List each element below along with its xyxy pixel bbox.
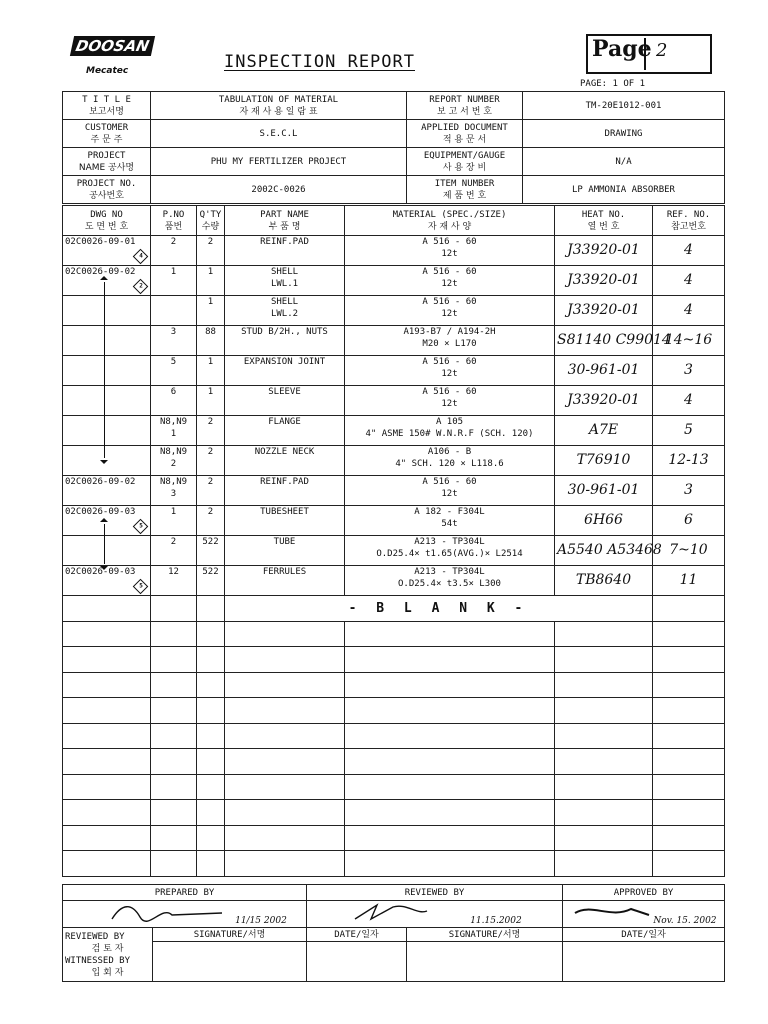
ref-cell: 4	[653, 236, 725, 266]
title-label: T I T L E 보고서명	[63, 92, 151, 120]
col-heat: HEAT NO. 열 번 호	[555, 206, 653, 236]
material-cell: A 516 - 60 12t	[345, 236, 555, 266]
revision-mark-icon: 2	[133, 279, 149, 295]
reviewed-date-handwritten: 11.15.2002	[470, 916, 522, 926]
material-cell: A 516 - 60 12t	[345, 296, 555, 326]
part-cell: STUD B/2H., NUTS	[225, 326, 345, 356]
table-row	[63, 356, 725, 386]
logo-subtitle: Mecatec	[86, 66, 129, 76]
logo-brand: DOOSAN	[70, 36, 155, 56]
ref-cell: 4	[653, 386, 725, 416]
page-count: PAGE: 1 OF 1	[580, 79, 646, 89]
part-cell: TUBE	[225, 536, 345, 566]
col-qty: Q'TY 수량	[197, 206, 225, 236]
dwg-cell: 02C0026-09-03 5	[63, 566, 151, 596]
item-number-value: LP AMMONIA ABSORBER	[523, 176, 725, 204]
qty-cell: 1	[197, 356, 225, 386]
empty-row	[63, 672, 725, 698]
report-number-value: TM-20E1012-001	[523, 92, 725, 120]
col-pno: P.NO 품번	[151, 206, 197, 236]
dwg-cell	[63, 536, 151, 566]
date-cell-1[interactable]	[307, 942, 407, 982]
heat-cell: 30-961-01	[555, 476, 653, 506]
table-row	[63, 566, 725, 596]
dwg-cell: 02C0026-09-02	[63, 476, 151, 506]
revision-mark-icon: 5	[133, 579, 149, 595]
pno-cell: 2	[151, 536, 197, 566]
empty-row	[63, 723, 725, 749]
pno-cell: N8,N9 2	[151, 446, 197, 476]
heat-cell: A5540 A53468	[555, 536, 653, 566]
part-cell: FERRULES	[225, 566, 345, 596]
date-cell-2[interactable]	[563, 942, 725, 982]
applied-document-value: DRAWING	[523, 120, 725, 148]
table-row	[63, 476, 725, 506]
col-part: PART NAME 부 품 명	[225, 206, 345, 236]
material-cell: A 516 - 60 12t	[345, 386, 555, 416]
blank-marker: - B L A N K -	[225, 596, 653, 622]
qty-cell: 88	[197, 326, 225, 356]
project-label: PROJECT NAME 공사명	[63, 148, 151, 176]
table-row	[63, 506, 725, 536]
table-header-row	[63, 206, 725, 236]
col-material: MATERIAL (SPEC./SIZE) 자 재 사 양	[345, 206, 555, 236]
title-value: TABULATION OF MATERIAL 자 재 사 용 일 람 표	[151, 92, 407, 120]
customer-value: S.E.C.L	[151, 120, 407, 148]
pno-cell	[151, 296, 197, 326]
qty-cell: 2	[197, 236, 225, 266]
report-number-label: REPORT NUMBER 보 고 서 번 호	[407, 92, 523, 120]
material-cell: A 182 - F304L 54t	[345, 506, 555, 536]
empty-row	[63, 825, 725, 851]
heat-cell: S81140 C99014	[555, 326, 653, 356]
dwg-cell	[63, 356, 151, 386]
table-row	[63, 326, 725, 356]
material-cell: A213 - TP304L O.D25.4× t3.5× L300	[345, 566, 555, 596]
equipment-value: N/A	[523, 148, 725, 176]
prepared-by-label: PREPARED BY	[63, 885, 307, 901]
heat-cell: TB8640	[555, 566, 653, 596]
pno-cell: 12	[151, 566, 197, 596]
dwg-cell	[63, 296, 151, 326]
pno-cell: N8,N9 1	[151, 416, 197, 446]
date-label-1: DATE/일자	[307, 928, 407, 942]
qty-cell: 1	[197, 266, 225, 296]
prepared-signature	[63, 901, 307, 928]
dwg-cell: 02C0026-09-01 4	[63, 236, 151, 266]
applied-document-label: APPLIED DOCUMENT 적 용 문 서	[407, 120, 523, 148]
pno-cell: 3	[151, 326, 197, 356]
reviewer-witness-labels: REVIEWED BY 검 토 자 WITNESSED BY 입 회 자	[63, 928, 153, 982]
ref-cell: 3	[653, 356, 725, 386]
reviewed-signature-mark	[347, 901, 467, 923]
empty-row	[63, 698, 725, 724]
item-number-label: ITEM NUMBER 제 품 번 호	[407, 176, 523, 204]
signature-label-1: SIGNATURE/서명	[153, 928, 307, 942]
prepared-date-handwritten: 11/15 2002	[235, 916, 287, 926]
empty-row	[63, 800, 725, 826]
material-cell: A 516 - 60 12t	[345, 356, 555, 386]
project-number-value: 2002C-0026	[151, 176, 407, 204]
revision-mark-icon: 5	[133, 519, 149, 535]
pno-cell: 5	[151, 356, 197, 386]
material-cell: A 516 - 60 12t	[345, 266, 555, 296]
qty-cell: 2	[197, 476, 225, 506]
part-cell: EXPANSION JOINT	[225, 356, 345, 386]
ref-cell: 4	[653, 266, 725, 296]
customer-label: CUSTOMER 주 문 주	[63, 120, 151, 148]
table-row	[63, 236, 725, 266]
part-cell: SHELL LWL.2	[225, 296, 345, 326]
report-title: INSPECTION REPORT	[224, 52, 415, 72]
heat-cell: 6H66	[555, 506, 653, 536]
qty-cell: 522	[197, 566, 225, 596]
pno-cell: 6	[151, 386, 197, 416]
table-row	[63, 416, 725, 446]
qty-cell: 2	[197, 416, 225, 446]
part-cell: FLANGE	[225, 416, 345, 446]
signature-label-2: SIGNATURE/서명	[407, 928, 563, 942]
approved-by-label: APPROVED BY	[563, 885, 725, 901]
page-stamp-box	[586, 34, 712, 74]
material-cell: A 105 4" ASME 150# W.N.R.F (SCH. 120)	[345, 416, 555, 446]
signature-cell-2[interactable]	[407, 942, 563, 982]
empty-row	[63, 749, 725, 775]
col-ref: REF. NO. 참고번호	[653, 206, 725, 236]
signature-cell-1[interactable]	[153, 942, 307, 982]
material-cell: A193-B7 / A194-2H M20 × L170	[345, 326, 555, 356]
ref-cell: 6	[653, 506, 725, 536]
heat-cell: J33920-01	[555, 236, 653, 266]
blank-row	[63, 596, 725, 622]
heat-cell: J33920-01	[555, 296, 653, 326]
ref-cell: 14~16	[653, 326, 725, 356]
part-cell: TUBESHEET	[225, 506, 345, 536]
heat-cell: T76910	[555, 446, 653, 476]
pno-cell: N8,N9 3	[151, 476, 197, 506]
qty-cell: 1	[197, 386, 225, 416]
part-cell: SLEEVE	[225, 386, 345, 416]
ref-cell: 5	[653, 416, 725, 446]
continuation-arrow	[104, 282, 105, 458]
project-number-label: PROJECT NO. 공사번호	[63, 176, 151, 204]
empty-row	[63, 774, 725, 800]
table-row	[63, 266, 725, 296]
reviewed-by-label: REVIEWED BY	[307, 885, 563, 901]
empty-row	[63, 647, 725, 673]
part-cell: REINF.PAD	[225, 236, 345, 266]
material-cell: A106 - B 4" SCH. 120 × L118.6	[345, 446, 555, 476]
part-cell: REINF.PAD	[225, 476, 345, 506]
heat-cell: 30-961-01	[555, 356, 653, 386]
material-cell: A213 - TP304L O.D25.4× t1.65(AVG.)× L2514	[345, 536, 555, 566]
heat-cell: J33920-01	[555, 266, 653, 296]
ref-cell: 12-13	[653, 446, 725, 476]
pno-cell: 2	[151, 236, 197, 266]
qty-cell: 2	[197, 506, 225, 536]
dwg-cell	[63, 386, 151, 416]
heat-cell: A7E	[555, 416, 653, 446]
page-stamp-label: Page	[592, 36, 652, 62]
part-cell: NOZZLE NECK	[225, 446, 345, 476]
page-stamp-number: 2	[656, 40, 668, 61]
dwg-cell	[63, 326, 151, 356]
pno-cell: 1	[151, 506, 197, 536]
part-cell: SHELL LWL.1	[225, 266, 345, 296]
signature-table	[62, 884, 725, 982]
ref-cell: 3	[653, 476, 725, 506]
qty-cell: 2	[197, 446, 225, 476]
material-cell: A 516 - 60 12t	[345, 476, 555, 506]
approved-signature-mark	[571, 901, 651, 923]
material-table	[62, 205, 725, 877]
pno-cell: 1	[151, 266, 197, 296]
dwg-cell: 02C0026-09-03 5	[63, 506, 151, 536]
dwg-cell	[63, 416, 151, 446]
reviewed-signature	[307, 901, 563, 928]
heat-cell: J33920-01	[555, 386, 653, 416]
dwg-cell: 02C0026-09-02 2	[63, 266, 151, 296]
approved-date-handwritten: Nov. 15. 2002	[653, 916, 717, 926]
ref-cell: 4	[653, 296, 725, 326]
report-header-table	[62, 91, 725, 204]
prepared-signature-mark	[82, 901, 232, 923]
col-dwg: DWG NO 도 면 번 호	[63, 206, 151, 236]
table-row	[63, 446, 725, 476]
empty-row	[63, 851, 725, 877]
project-value: PHU MY FERTILIZER PROJECT	[151, 148, 407, 176]
ref-cell: 7~10	[653, 536, 725, 566]
table-row	[63, 296, 725, 326]
ref-cell: 11	[653, 566, 725, 596]
equipment-label: EQUIPMENT/GAUGE 사 용 장 비	[407, 148, 523, 176]
empty-row	[63, 621, 725, 647]
qty-cell: 522	[197, 536, 225, 566]
table-row	[63, 386, 725, 416]
date-label-2: DATE/일자	[563, 928, 725, 942]
approved-signature	[563, 901, 725, 928]
revision-mark-icon: 4	[133, 249, 149, 265]
continuation-arrow	[104, 524, 105, 564]
qty-cell: 1	[197, 296, 225, 326]
table-row	[63, 536, 725, 566]
